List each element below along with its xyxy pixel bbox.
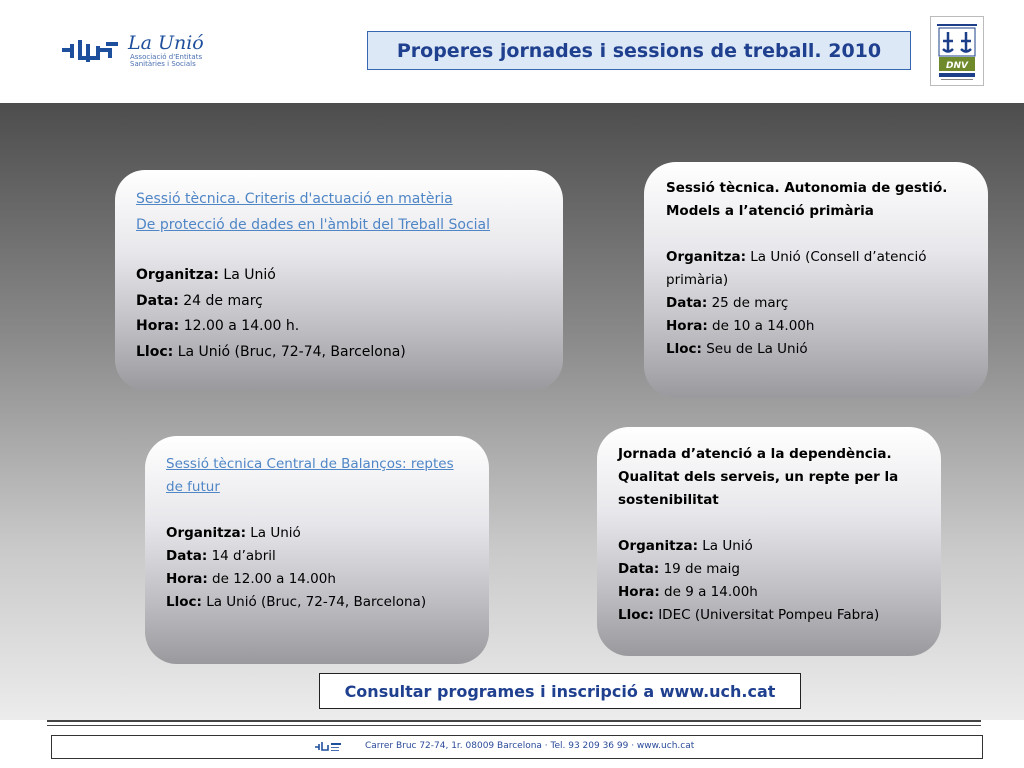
event-title-link-line2[interactable]: De protecció de dades en l'àmbit del Treball Social [136, 216, 491, 233]
event-organizer: Organitza: La Unió [136, 267, 276, 283]
event-organizer: Organitza: La Unió [618, 538, 753, 554]
event-title-link[interactable]: Sessió tècnica. Criteris d'actuació en matèria [136, 191, 453, 207]
event-card-autonomia-gestio [644, 162, 988, 398]
event-location: Lloc: La Unió (Bruc, 72-74, Barcelona) [166, 594, 427, 610]
event-time: Hora: de 10 a 14.00h [666, 318, 815, 334]
registration-link[interactable]: Consultar programes i inscripció a www.uch.cat [319, 673, 801, 709]
event-title-line2: Models a l’atenció primària [666, 203, 874, 219]
page-title: Properes jornades i sessions de treball. 2010 [367, 31, 911, 70]
event-date: Data: 19 de maig [618, 561, 740, 577]
logo-subtitle-line1: Associació d'Entitats [130, 53, 203, 61]
event-time: Hora: 12.00 a 14.00 h. [136, 318, 300, 334]
event-date: Data: 25 de març [666, 295, 789, 311]
event-card-dependencia [597, 427, 941, 656]
footer-address: Carrer Bruc 72-74, 1r. 08009 Barcelona · Tel. 93 209 36 99 · www.uch.cat [365, 741, 695, 751]
event-title: Sessió tècnica. Autonomia de gestió. [666, 180, 948, 196]
footer [51, 735, 983, 759]
event-date: Data: 24 de març [136, 292, 263, 309]
event-location: Lloc: La Unió (Bruc, 72-74, Barcelona) [136, 343, 406, 360]
event-title: Jornada d’atenció a la dependència. [618, 446, 892, 462]
event-card-central-balancos [145, 436, 489, 664]
dnv-certification-badge-icon [930, 16, 984, 86]
event-organizer: Organitza: La Unió (Consell d’atenció primària) [666, 249, 927, 288]
event-date: Data: 14 d’abril [166, 548, 276, 564]
logo-subtitle-line2: Sanitàries i Socials [130, 60, 196, 68]
footer-logo-icon [314, 740, 342, 754]
la-unio-logo-icon [58, 34, 124, 68]
footer-divider-thin [47, 725, 981, 726]
badge-label: DNV [946, 61, 968, 71]
event-title-line2: Qualitat dels serveis, un repte per la sostenibilitat [618, 469, 899, 508]
event-time: Hora: de 9 a 14.00h [618, 584, 758, 600]
event-organizer: Organitza: La Unió [166, 525, 301, 541]
logo-name: La Unió [128, 32, 204, 54]
la-unio-logo [58, 34, 240, 68]
event-location: Lloc: Seu de La Unió [666, 341, 808, 357]
event-card-data-protection [115, 170, 563, 390]
event-time: Hora: de 12.00 a 14.00h [166, 571, 336, 587]
event-title-link[interactable]: Sessió tècnica Central de Balanços: reptes de futur [166, 456, 454, 495]
footer-divider [47, 720, 981, 722]
event-location: Lloc: IDEC (Universitat Pompeu Fabra) [618, 607, 880, 623]
